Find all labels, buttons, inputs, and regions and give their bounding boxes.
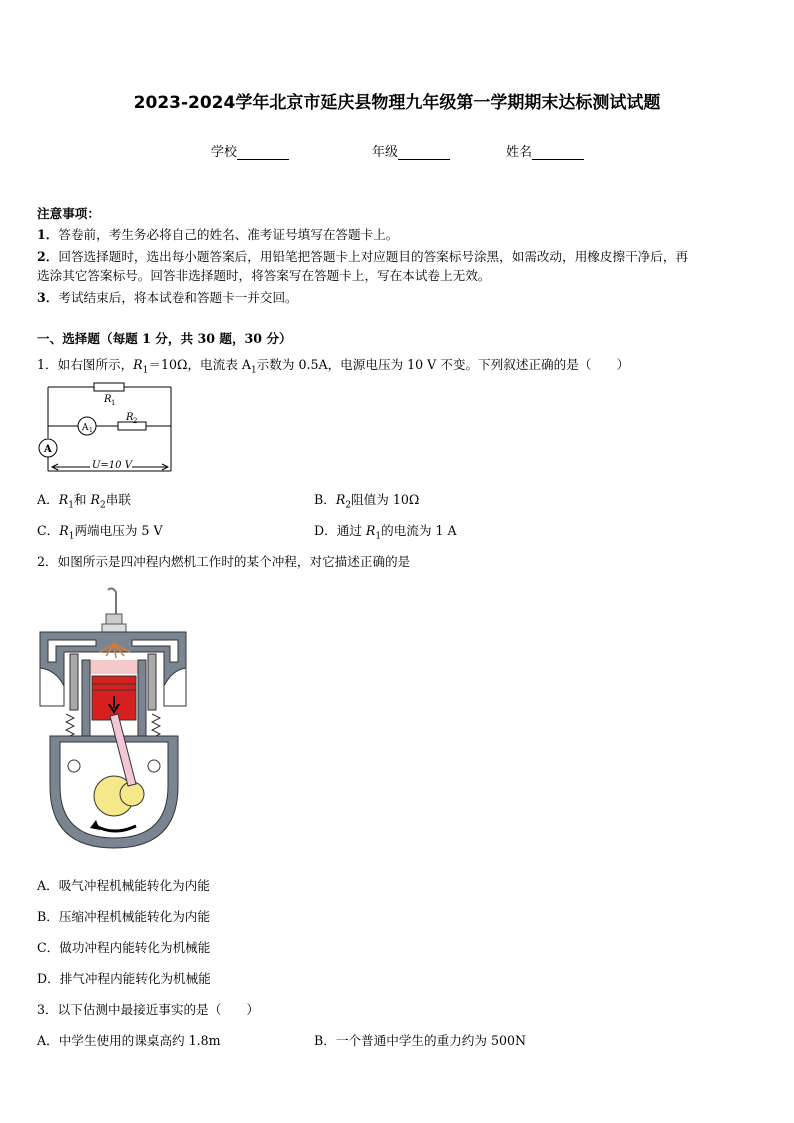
q1-a-post: 串联 bbox=[105, 492, 131, 507]
name-label: 姓名 bbox=[506, 145, 533, 160]
note-1-text: 答卷前，考生务必将自己的姓名、准考证号填写在答题卡上。 bbox=[58, 227, 399, 242]
q1-b-post: 阻值为 10Ω bbox=[351, 492, 420, 507]
school-blank bbox=[237, 146, 289, 160]
q2-option-c: C．做功冲程内能转化为机械能 bbox=[37, 940, 211, 955]
q1-d-sub: 1 bbox=[375, 531, 382, 542]
q2-option-a: A．吸气冲程机械能转化为内能 bbox=[37, 878, 210, 893]
q1-d-post: 的电流为 1 A bbox=[381, 523, 457, 538]
engine-diagram bbox=[36, 586, 192, 856]
q1-a-r2-sub: 2 bbox=[100, 500, 106, 511]
q1-a-r2: R bbox=[90, 492, 101, 507]
note-2-cont: 选涂其它答案标号。回答非选择题时，将答案写在答题卡上，写在本试卷上无效。 bbox=[37, 268, 491, 283]
q1-b-sub: 2 bbox=[345, 500, 352, 511]
fig-ammeter-a1-sub: 1 bbox=[89, 427, 93, 434]
school-field bbox=[211, 141, 289, 160]
q1-a-prefix: A． bbox=[37, 492, 59, 507]
q1-option-b bbox=[314, 489, 419, 511]
q1-text-1: 1．如右图所示， bbox=[37, 357, 134, 372]
fig-ammeter-a: A bbox=[44, 444, 52, 455]
note-2-text: 回答选择题时，选出每小题答案后，用铅笔把答题卡上对应题目的答案标号涂黑，如需改动，用橡皮擦干净后，再 bbox=[58, 249, 689, 264]
q1-r1: R bbox=[133, 357, 143, 372]
q1-r1-sub: 1 bbox=[142, 365, 149, 376]
page-title: 2023-2024学年北京市延庆县物理九年级第一学期期末达标测试试题 bbox=[133, 93, 661, 113]
q1-text-3: 示数为 0.5A，电源电压为 10 V 不变。下列叙述正确的是（ ） bbox=[256, 357, 630, 372]
q2-stem: 2．如图所示是四冲程内燃机工作时的某个冲程，对它描述正确的是 bbox=[37, 554, 411, 569]
q1-a-r1-sub: 1 bbox=[68, 500, 74, 511]
q1-c-post: 两端电压为 5 V bbox=[74, 523, 163, 538]
note-2 bbox=[37, 246, 688, 265]
name-blank bbox=[532, 146, 584, 160]
q1-a-mid: 和 bbox=[73, 492, 91, 507]
q1-stem bbox=[37, 354, 629, 376]
q1-text-2: ＝10Ω，电流表 A bbox=[148, 357, 251, 372]
section-heading: 一、选择题（每题 1 分，共 30 题，30 分） bbox=[37, 331, 292, 346]
fig-voltage: U=10 V bbox=[92, 460, 132, 471]
q1-c-prefix: C． bbox=[37, 523, 60, 538]
q2-option-d: D．排气冲程内能转化为机械能 bbox=[37, 971, 211, 986]
fig-r1-sub: 1 bbox=[111, 399, 116, 407]
note-1 bbox=[37, 224, 398, 243]
q1-a-r1: R bbox=[58, 492, 69, 507]
q3-option-a: A．中学生使用的课桌高约 1.8m bbox=[37, 1033, 221, 1048]
note-1-number: 1． bbox=[37, 227, 59, 242]
q1-c-r: R bbox=[59, 523, 69, 538]
q1-option-c bbox=[37, 520, 163, 542]
fig-r1: R bbox=[104, 394, 112, 405]
q3-stem: 3．以下估测中最接近事实的是（ ） bbox=[37, 1002, 260, 1017]
grade-blank bbox=[398, 146, 450, 160]
note-2-number: 2． bbox=[37, 249, 59, 264]
fig-r2: R bbox=[126, 412, 134, 423]
q1-b-r: R bbox=[335, 492, 346, 507]
note-3-number: 3． bbox=[37, 290, 59, 305]
q1-option-a bbox=[37, 489, 131, 511]
q1-a1-sub: 1 bbox=[250, 365, 257, 376]
name-field bbox=[506, 141, 584, 160]
q1-b-prefix: B． bbox=[314, 492, 336, 507]
q1-option-d bbox=[314, 520, 457, 542]
note-3-text: 考试结束后，将本试卷和答题卡一并交回。 bbox=[58, 290, 298, 305]
q3-option-b: B．一个普通中学生的重力约为 500N bbox=[314, 1033, 527, 1048]
fig-ammeter-a1: A bbox=[82, 423, 89, 433]
circuit-diagram bbox=[36, 378, 181, 478]
grade-field bbox=[372, 141, 450, 160]
grade-label: 年级 bbox=[372, 145, 399, 160]
fig-r2-sub: 2 bbox=[133, 417, 138, 425]
q1-d-r: R bbox=[365, 523, 376, 538]
q1-d-prefix: D．通过 bbox=[314, 523, 366, 538]
note-3 bbox=[37, 287, 298, 306]
q1-c-sub: 1 bbox=[68, 531, 75, 542]
notes-heading: 注意事项： bbox=[37, 206, 100, 221]
q2-option-b: B．压缩冲程机械能转化为内能 bbox=[37, 909, 210, 924]
school-label: 学校 bbox=[211, 145, 238, 160]
